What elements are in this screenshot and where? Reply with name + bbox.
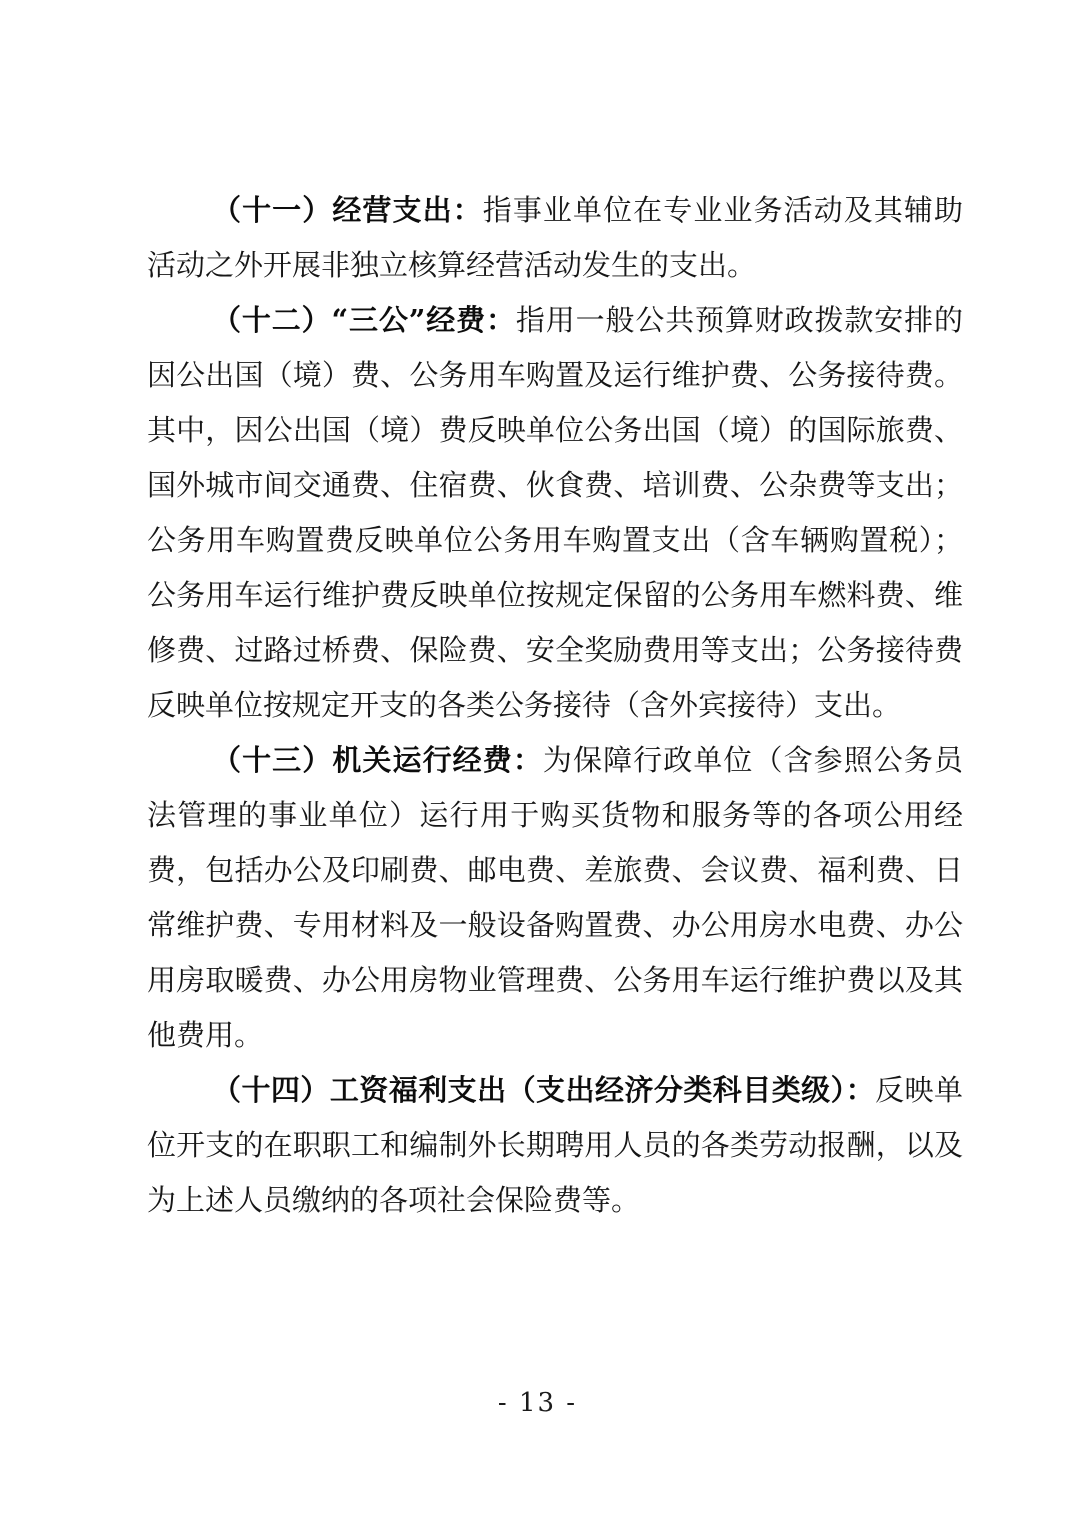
paragraph-item-13 <box>147 733 963 1063</box>
paragraph-item-11 <box>147 183 963 293</box>
paragraph-item-14 <box>147 1063 963 1228</box>
paragraph-text: 反映单位开支的在职职工和编制外长期聘用人员的各类劳动报酬，以及为上述人员缴纳的各项社会保险费等。 <box>147 1073 963 1217</box>
page-number: - 13 - <box>497 1388 578 1418</box>
paragraph-heading: （十三）机关运行经费： <box>212 743 543 777</box>
paragraph-text: 指事业单位在专业业务活动及其辅助活动之外开展非独立核算经营活动发生的支出。 <box>147 193 963 282</box>
paragraph-heading: （十四）工资福利支出（支出经济分类科目类级）： <box>212 1073 876 1107</box>
paragraph-text: 指用一般公共预算财政拨款安排的因公出国（境）费、公务用车购置及运行维护费、公务接待费。其中，因公出国（境）费反映单位公务出国（境）的国际旅费、国外城市间交通费、住宿费、伙食费、培训费、公杂费等支出；公务用车购置费反映单位公务用车购置支出（含车辆购置税）；公务用车运行维护费反映单位按规定保留的公务用车燃料费、维修费、过路过桥费、保险费、安全奖励费用等支出；公务接待费反映单位按规定开支的各类公务接待（含外宾接待）支出。 <box>147 303 963 722</box>
paragraph-heading: （十一）经营支出： <box>212 193 483 227</box>
paragraph-text: 为保障行政单位（含参照公务员法管理的事业单位）运行用于购买货物和服务等的各项公用经费，包括办公及印刷费、邮电费、差旅费、会议费、福利费、日常维护费、专用材料及一般设备购置费、办公用房水电费、办公用房取暖费、办公用房物业管理费、公务用车运行维护费以及其他费用。 <box>147 743 963 1052</box>
document-body <box>147 183 963 1228</box>
paragraph-heading: （十二）“三公”经费： <box>212 303 516 337</box>
paragraph-item-12 <box>147 293 963 733</box>
